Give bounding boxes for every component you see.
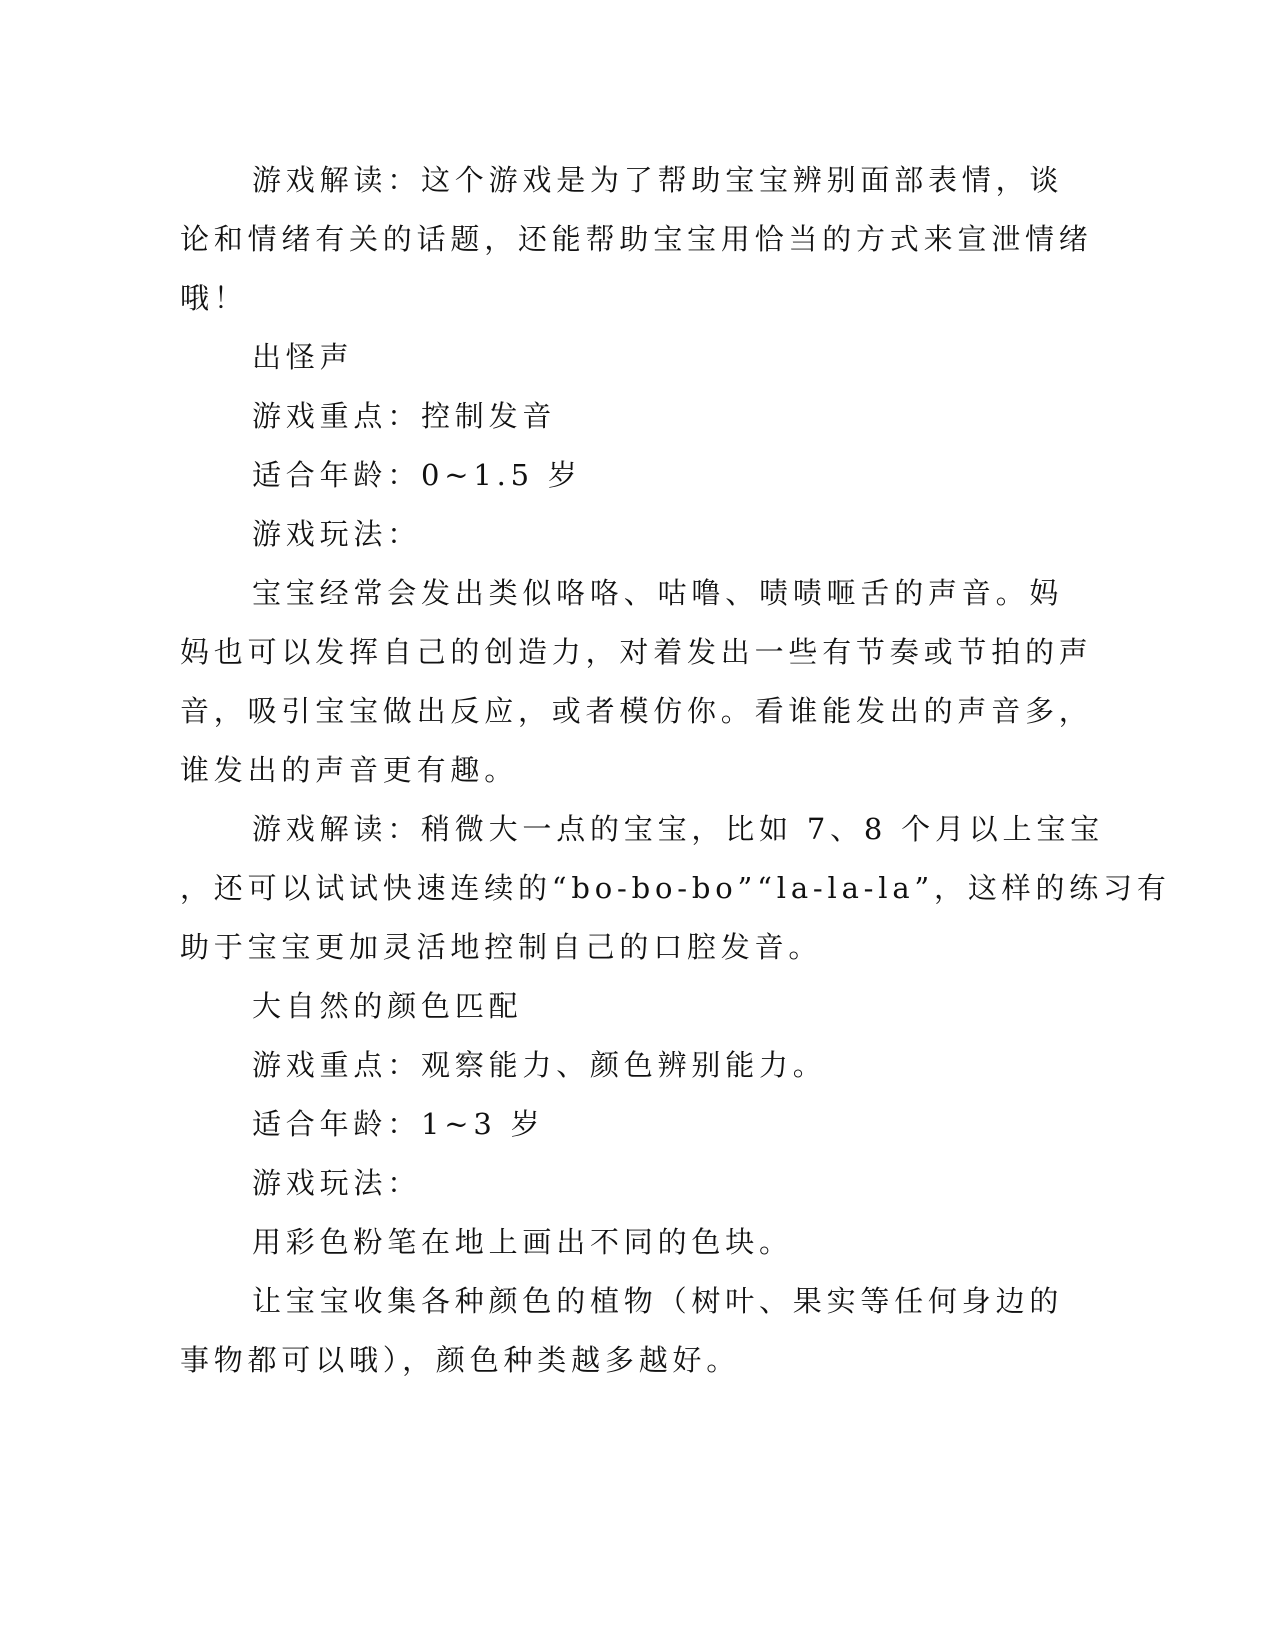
text-line: ，还可以试试快速连续的“bo-bo-bo”“la-la-la”，这样的练习有 xyxy=(180,871,1171,905)
text-line: 适合年龄：0~1.5 岁 xyxy=(252,458,582,492)
text-line: 妈也可以发挥自己的创造力，对着发出一些有节奏或节拍的声 xyxy=(180,635,1093,669)
text-line: 游戏重点：控制发音 xyxy=(252,399,557,433)
text-line: 助于宝宝更加灵活地控制自己的口腔发音。 xyxy=(180,930,823,964)
text-line: 谁发出的声音更有趣。 xyxy=(180,753,519,787)
text-line: 论和情绪有关的话题，还能帮助宝宝用恰当的方式来宣泄情绪 xyxy=(180,222,1093,256)
text-line: 适合年龄：1~3 岁 xyxy=(252,1107,545,1141)
text-line: 宝宝经常会发出类似咯咯、咕噜、啧啧咂舌的声音。妈 xyxy=(252,576,1064,610)
text-line: 游戏玩法： xyxy=(252,517,422,551)
text-line: 音，吸引宝宝做出反应，或者模仿你。看谁能发出的声音多， xyxy=(180,694,1093,728)
text-line: 让宝宝收集各种颜色的植物（树叶、果实等任何身边的 xyxy=(252,1284,1064,1318)
text-line: 事物都可以哦），颜色种类越多越好。 xyxy=(180,1343,741,1377)
section-title: 大自然的颜色匹配 xyxy=(252,989,523,1023)
text-line: 游戏解读：稍微大一点的宝宝，比如 7、8 个月以上宝宝 xyxy=(252,812,1104,846)
section-title: 出怪声 xyxy=(252,340,354,374)
text-line: 游戏重点：观察能力、颜色辨别能力。 xyxy=(252,1048,827,1082)
text-line: 游戏玩法： xyxy=(252,1166,422,1200)
text-line: 哦！ xyxy=(180,281,248,315)
text-line: 游戏解读：这个游戏是为了帮助宝宝辨别面部表情，谈 xyxy=(252,163,1064,197)
text-line: 用彩色粉笔在地上画出不同的色块。 xyxy=(252,1225,793,1259)
